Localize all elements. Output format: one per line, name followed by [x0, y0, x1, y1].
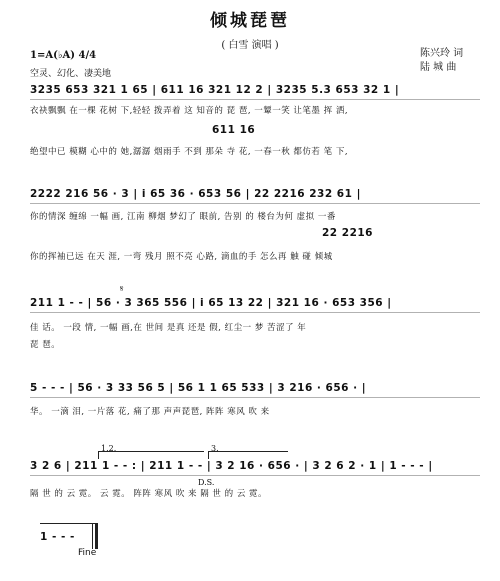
beam-line	[30, 312, 480, 313]
lyric-5a: 隔 世 的 云 霓。 云 霓。 阵阵 寒风 吹 来 隔 世 的 云 霓。	[30, 489, 268, 499]
lyricist-credit: 陈兴玲 词	[420, 48, 464, 59]
performance-style: 空灵、幻化、凄美地	[30, 69, 112, 79]
composer-credit: 陆 城 曲	[420, 62, 457, 73]
lyric-4a: 华。 一滴 泪, 一片落 花, 痛了那 声声琵琶, 阵阵 寒风 吹 来	[30, 407, 270, 417]
volta-bracket-2-edge	[208, 451, 209, 459]
beam-line	[30, 475, 480, 476]
beam-line	[30, 397, 480, 398]
lyric-1b: 绝望中已 模糊 心中的 她,潺潺 烟雨手 不到 那朵 寺 花, 一春一秋 都仿若 笔 下,	[30, 147, 349, 157]
lyric-2b: 你的挥袖已远 在天 涯, 一弯 残月 照不亮 心路, 滴血的手 怎么再 触 碰 倾城	[30, 252, 333, 262]
notes-line-4: 5 - - - | 56 · 3 33 56 5 | 56 1 1 65 533 | 3 216 · 656 · |	[30, 382, 367, 394]
final-barline-thick	[95, 523, 98, 549]
performer-subtitle: ( 白雪 演唱 )	[221, 40, 279, 51]
volta-2-label: 3.	[211, 444, 219, 453]
key-signature: 1=A(♭A) 4/4	[30, 50, 97, 61]
ending-bracket	[40, 523, 96, 524]
beam-line	[30, 203, 480, 204]
upper-notes-1: 611 16	[212, 124, 256, 136]
fine-label: Fine	[78, 548, 97, 558]
notes-line-2: 2222 216 56 · 3 | i 65 36 · 653 56 | 22 2216 232 61 |	[30, 188, 361, 200]
beam-line	[30, 99, 480, 100]
notes-line-1: 3235 653 321 1 65 | 611 16 321 12 2 | 3235 5.3 653 32 1 |	[30, 84, 400, 96]
segno-sign: 𝄋	[120, 284, 124, 293]
notes-line-3: 211 1 - - | 56 · 3 365 556 | i 65 13 22 | 321 16 · 653 356 |	[30, 297, 392, 309]
upper-notes-2: 22 2216	[322, 227, 373, 239]
lyric-1a: 衣袂飘飘 在一棵 花树 下,轻轻 拨弄着 这 知音的 琵 琶, 一颦一笑 让笔墨 挥 洒,	[30, 106, 349, 116]
dal-segno-mark: D.S.	[198, 478, 215, 487]
volta-bracket-2	[208, 451, 288, 452]
volta-bracket-1-edge	[98, 451, 99, 459]
lyric-3b: 琵 琶。	[30, 340, 61, 350]
final-barline-thin	[92, 523, 93, 549]
notes-line-6: 1 - - -	[40, 531, 75, 543]
lyric-2a: 你的情深 缠绵 一幅 画, 江南 柳烟 梦幻了 眼前, 告别 的 楼台为何 虚拟 一番	[30, 212, 336, 222]
lyric-3a: 佳 话。 一段 情, 一幅 画,在 世间 是真 还是 假, 红尘一 梦 苦涩了 年	[30, 323, 307, 333]
notes-line-5: 3 2 6 | 211 1 - - : | 211 1 - - | 3 2 16 · 656 · | 3 2 6 2 · 1 | 1 - - - |	[30, 460, 433, 472]
song-title: 倾城琵琶	[210, 11, 290, 31]
volta-1-label: 1.2.	[101, 444, 117, 453]
